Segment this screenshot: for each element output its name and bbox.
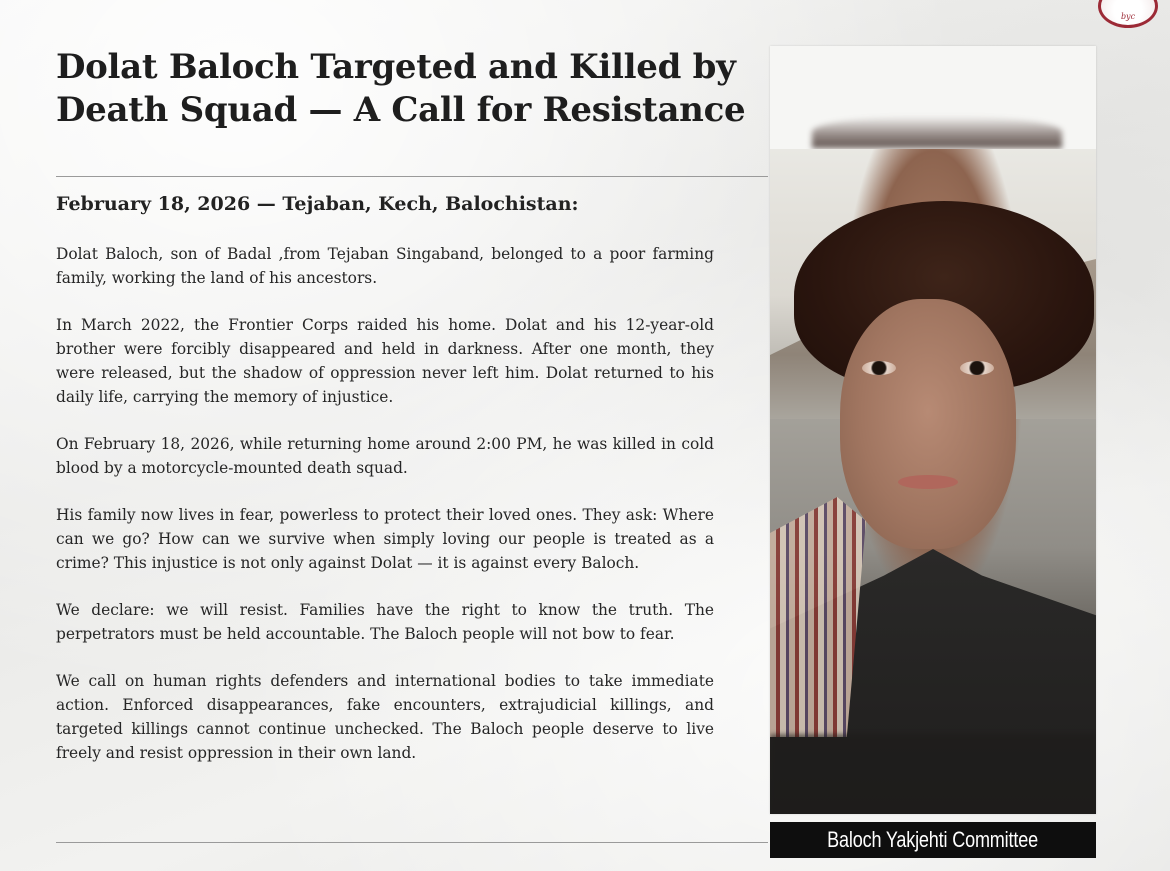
article-body (56, 242, 714, 788)
photo-eye-right (960, 361, 994, 375)
article-headline: Dolat Baloch Targeted and Killed by Death Squad — A Call for Resistance (56, 47, 746, 130)
portrait-photo-frame (770, 46, 1096, 814)
article-dateline: February 18, 2026 — Tejaban, Kech, Balochistan: (56, 193, 579, 215)
blurred-photo-region (812, 116, 1062, 148)
blurred-photo-region (770, 734, 1096, 814)
divider-top (56, 176, 768, 177)
article-paragraph: We call on human rights defenders and international bodies to take immediate action. Enforced disappearances, fake encounters, extrajudicial killings, and targeted killings cannot continue unchecked. The Baloch people deserve to live freely and resist oppression in their own land. (56, 672, 714, 762)
article-paragraph: In March 2022, the Frontier Corps raided his home. Dolat and his 12-year-old brother were forcibly disappeared and held in darkness. After one month, they were released, but the shadow of oppression never left him. Dolat returned to his daily life, carrying the memory of injustice. (56, 316, 714, 406)
article-paragraph: On February 18, 2026, while returning home around 2:00 PM, he was killed in cold blood by a motorcycle-mounted death squad. (56, 435, 714, 477)
article-paragraph: We declare: we will resist. Families have the right to know the truth. The perpetrators must be held accountable. The Baloch people will not bow to fear. (56, 601, 714, 643)
article-paragraph: Dolat Baloch, son of Badal ,from Tejaban Singaband, belonged to a poor farming family, working the land of his ancestors. (56, 245, 714, 287)
organization-logo (1098, 0, 1158, 28)
article-paragraph: His family now lives in fear, powerless to protect their loved ones. They ask: Where can we go? How can we survive when simply loving our people is treated as a crime? This injustice is not only against Dolat — it is against every Baloch. (56, 506, 714, 572)
photo-mouth (898, 475, 958, 489)
photo-face (840, 299, 1016, 549)
photo-eye-left (862, 361, 896, 375)
portrait-photo (770, 149, 1096, 814)
divider-bottom (56, 842, 768, 843)
photo-caption: Baloch Yakjehti Committee (827, 827, 1039, 852)
logo-text: byc (1120, 12, 1136, 21)
photo-caption-bar (770, 822, 1096, 858)
